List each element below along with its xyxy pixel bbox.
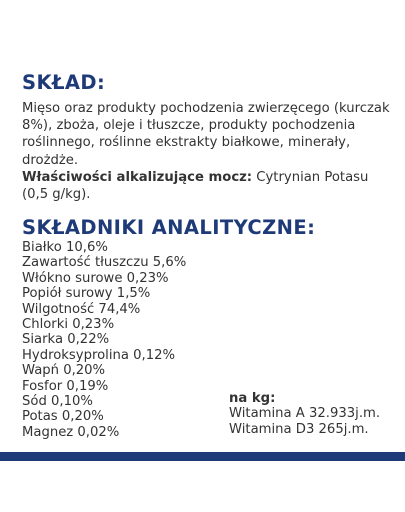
analytical-item-sulphur: Siarka 0,22% <box>22 332 110 348</box>
vitamin-d3-item: Witamina D3 265j.m. <box>229 421 369 437</box>
analytical-item-chlorides: Chlorki 0,23% <box>22 317 115 333</box>
additive-label: Właściwości alkalizujące mocz: <box>22 169 253 185</box>
bottom-accent-bar <box>0 452 405 461</box>
analytical-item-hydroxyproline: Hydroksyprolina 0,12% <box>22 347 176 363</box>
composition-heading: SKŁAD: <box>22 71 106 94</box>
vitamin-a-item: Witamina A 32.933j.m. <box>229 406 381 422</box>
analytical-item-fibre: Włókno surowe 0,23% <box>22 270 169 286</box>
vitamins-label: na kg: <box>229 391 276 406</box>
analytical-item-fat: Zawartość tłuszczu 5,6% <box>22 255 187 271</box>
analytical-item-calcium: Wapń 0,20% <box>22 363 106 379</box>
composition-paragraph <box>22 100 392 203</box>
analytical-item-moisture: Wilgotność 74,4% <box>22 301 141 317</box>
analytical-item-ash: Popiół surowy 1,5% <box>22 286 151 302</box>
additive-value: Cytrynian Potasu (0,5 g/kg). <box>22 169 369 203</box>
analytical-item-magnesium: Magnez 0,02% <box>22 424 120 440</box>
analytical-heading: SKŁADNIKI ANALITYCZNE: <box>22 216 316 239</box>
vitamins-list <box>229 391 380 437</box>
analytical-item-sodium: Sód 0,10% <box>22 394 93 410</box>
analytical-list <box>22 240 186 440</box>
analytical-item-phosphorus: Fosfor 0,19% <box>22 378 109 394</box>
analytical-item-potassium: Potas 0,20% <box>22 409 104 425</box>
composition-text: Mięso oraz produkty pochodzenia zwierzęcego (kurczak 8%), zboża, oleje i tłuszcze, produkty pochodzenia roślinnego, roślinne ekstrakty białkowe, minerały, drożdże. <box>22 101 390 168</box>
analytical-item-protein: Białko 10,6% <box>22 240 108 255</box>
